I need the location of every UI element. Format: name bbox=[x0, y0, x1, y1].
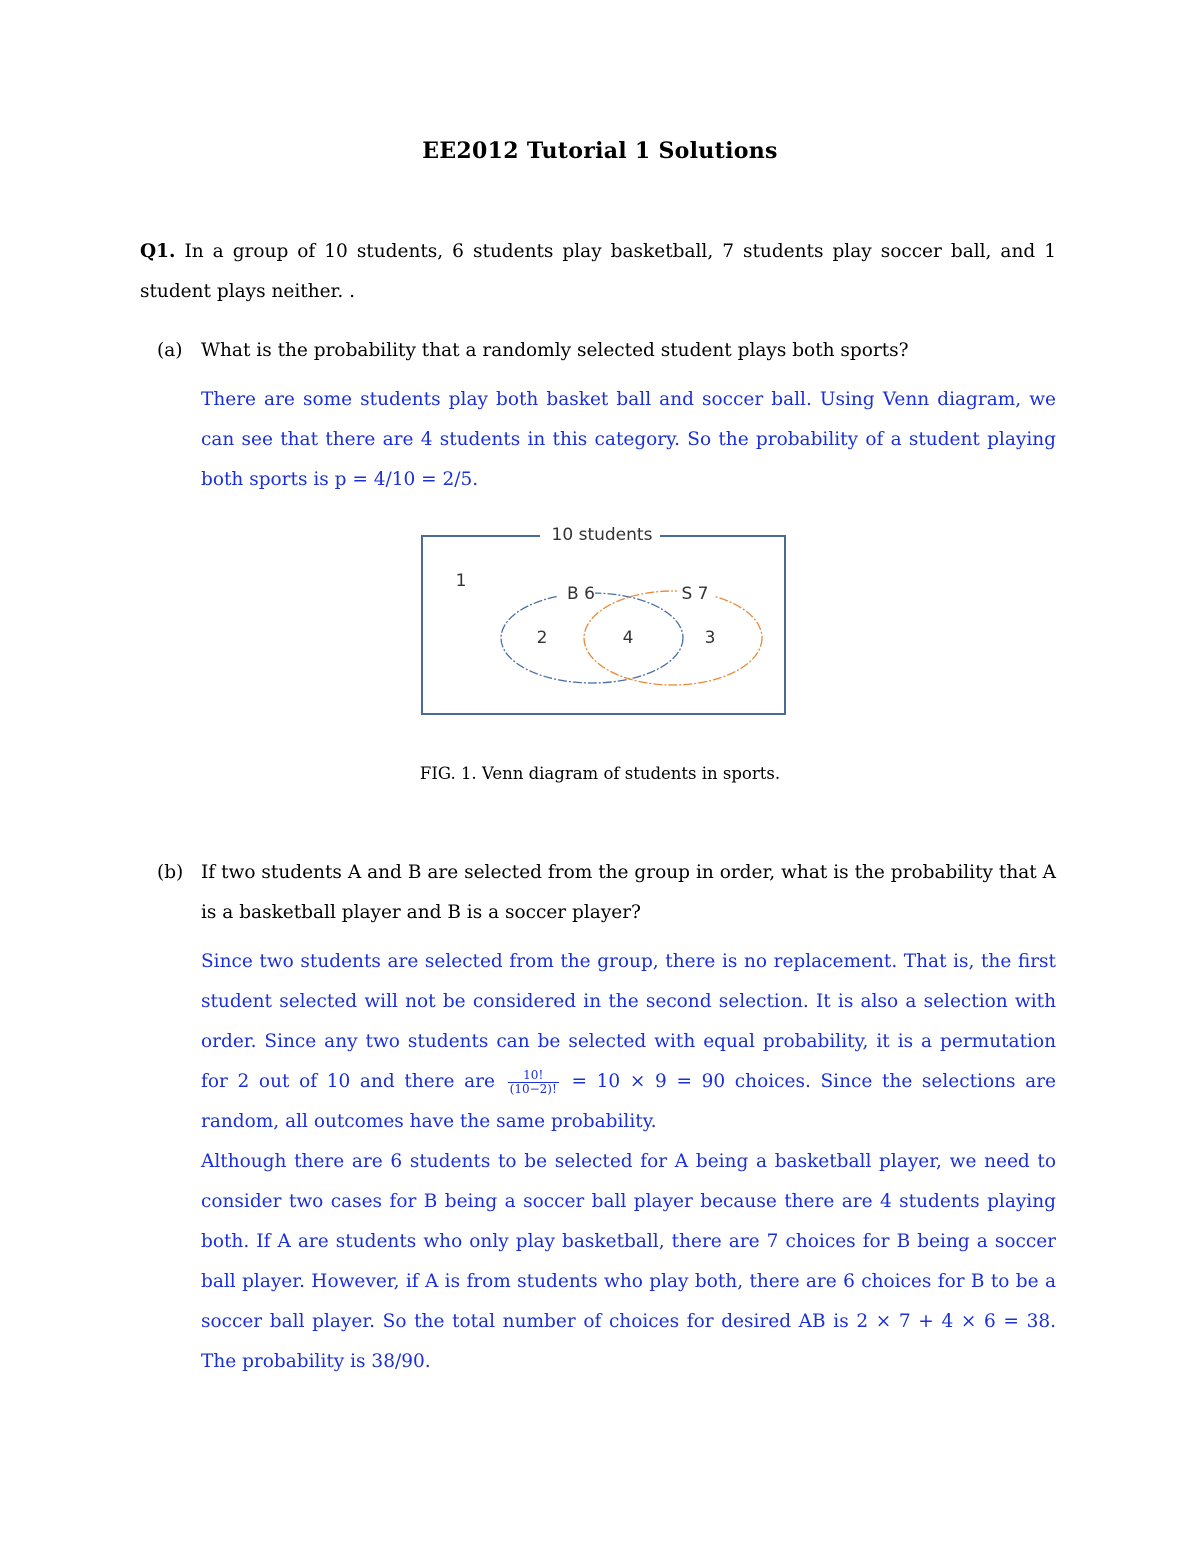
both-count: 4 bbox=[622, 628, 634, 648]
permutation-fraction bbox=[508, 1069, 559, 1096]
set-b-ellipse bbox=[501, 593, 683, 683]
part-a-answer-text: There are some students play both basket ball and soccer ball. Using Venn diagram, we can see that there are 4 students in this category. So the probability of a student playing both sports is p = 4/10 = 2/5. bbox=[201, 389, 1056, 490]
part-a-question-text: What is the probability that a randomly selected student plays both sports? bbox=[201, 340, 909, 361]
set-s-ellipse bbox=[584, 591, 762, 685]
only-b-count: 2 bbox=[536, 628, 548, 648]
document-title: EE2012 Tutorial 1 Solutions bbox=[422, 138, 778, 164]
part-a-question bbox=[157, 331, 1056, 371]
box-label: 10 students bbox=[551, 525, 653, 545]
outside-count: 1 bbox=[455, 571, 467, 591]
venn-diagram-svg bbox=[415, 522, 795, 722]
part-b-question-text: If two students A and B are selected from the group in order, what is the probability that A is a basketball player and B is a soccer player? bbox=[201, 862, 1056, 923]
universe-box bbox=[422, 536, 785, 714]
set-b-label: B 6 bbox=[567, 584, 595, 604]
question-1 bbox=[140, 232, 1056, 312]
question-1-text: In a group of 10 students, 6 students play basketball, 7 students play soccer ball, and 1 student plays neither. . bbox=[140, 241, 1056, 302]
part-a-answer bbox=[201, 380, 1056, 500]
figure-caption: FIG. 1. Venn diagram of students in sports. bbox=[419, 764, 781, 783]
part-b-label: (b) bbox=[157, 862, 184, 883]
part-b-answer-paragraph-1 bbox=[201, 942, 1056, 1142]
part-a-label: (a) bbox=[157, 340, 183, 361]
question-1-label: Q1. bbox=[140, 241, 176, 262]
venn-diagram bbox=[415, 522, 795, 722]
set-s-label: S 7 bbox=[681, 584, 709, 604]
only-s-count: 3 bbox=[704, 628, 716, 648]
part-b-answer-paragraph-2: Although there are 6 students to be selected for A being a basketball player, we need to consider two cases for B being a soccer ball player because there are 4 students playing both. If A are students who only play basketball, there are 7 choices for B being a soccer ball player. However, if A is from students who play both, there are 6 choices for B to be a soccer ball player. So the total number of choices for desired AB is 2 × 7 + 4 × 6 = 38. The probability is 38/90. bbox=[201, 1151, 1056, 1372]
part-b-answer bbox=[201, 942, 1056, 1382]
part-b-question bbox=[157, 853, 1056, 933]
part-b-answer-1-pre: Since two students are selected from the group, there is no replacement. That is, the first student selected will not be considered in the second selection. It is also a selection with order. Since any two students can be selected with equal probability, it is a permutation for 2 out of 10 and there are bbox=[201, 951, 1056, 1092]
fraction-numerator: 10! bbox=[508, 1069, 559, 1083]
fraction-denominator: (10−2)! bbox=[509, 1081, 557, 1096]
part-b-answer-1-post: = 10 × 9 = 90 choices. Since the selections are random, all outcomes have the same probability. bbox=[201, 1071, 1056, 1132]
